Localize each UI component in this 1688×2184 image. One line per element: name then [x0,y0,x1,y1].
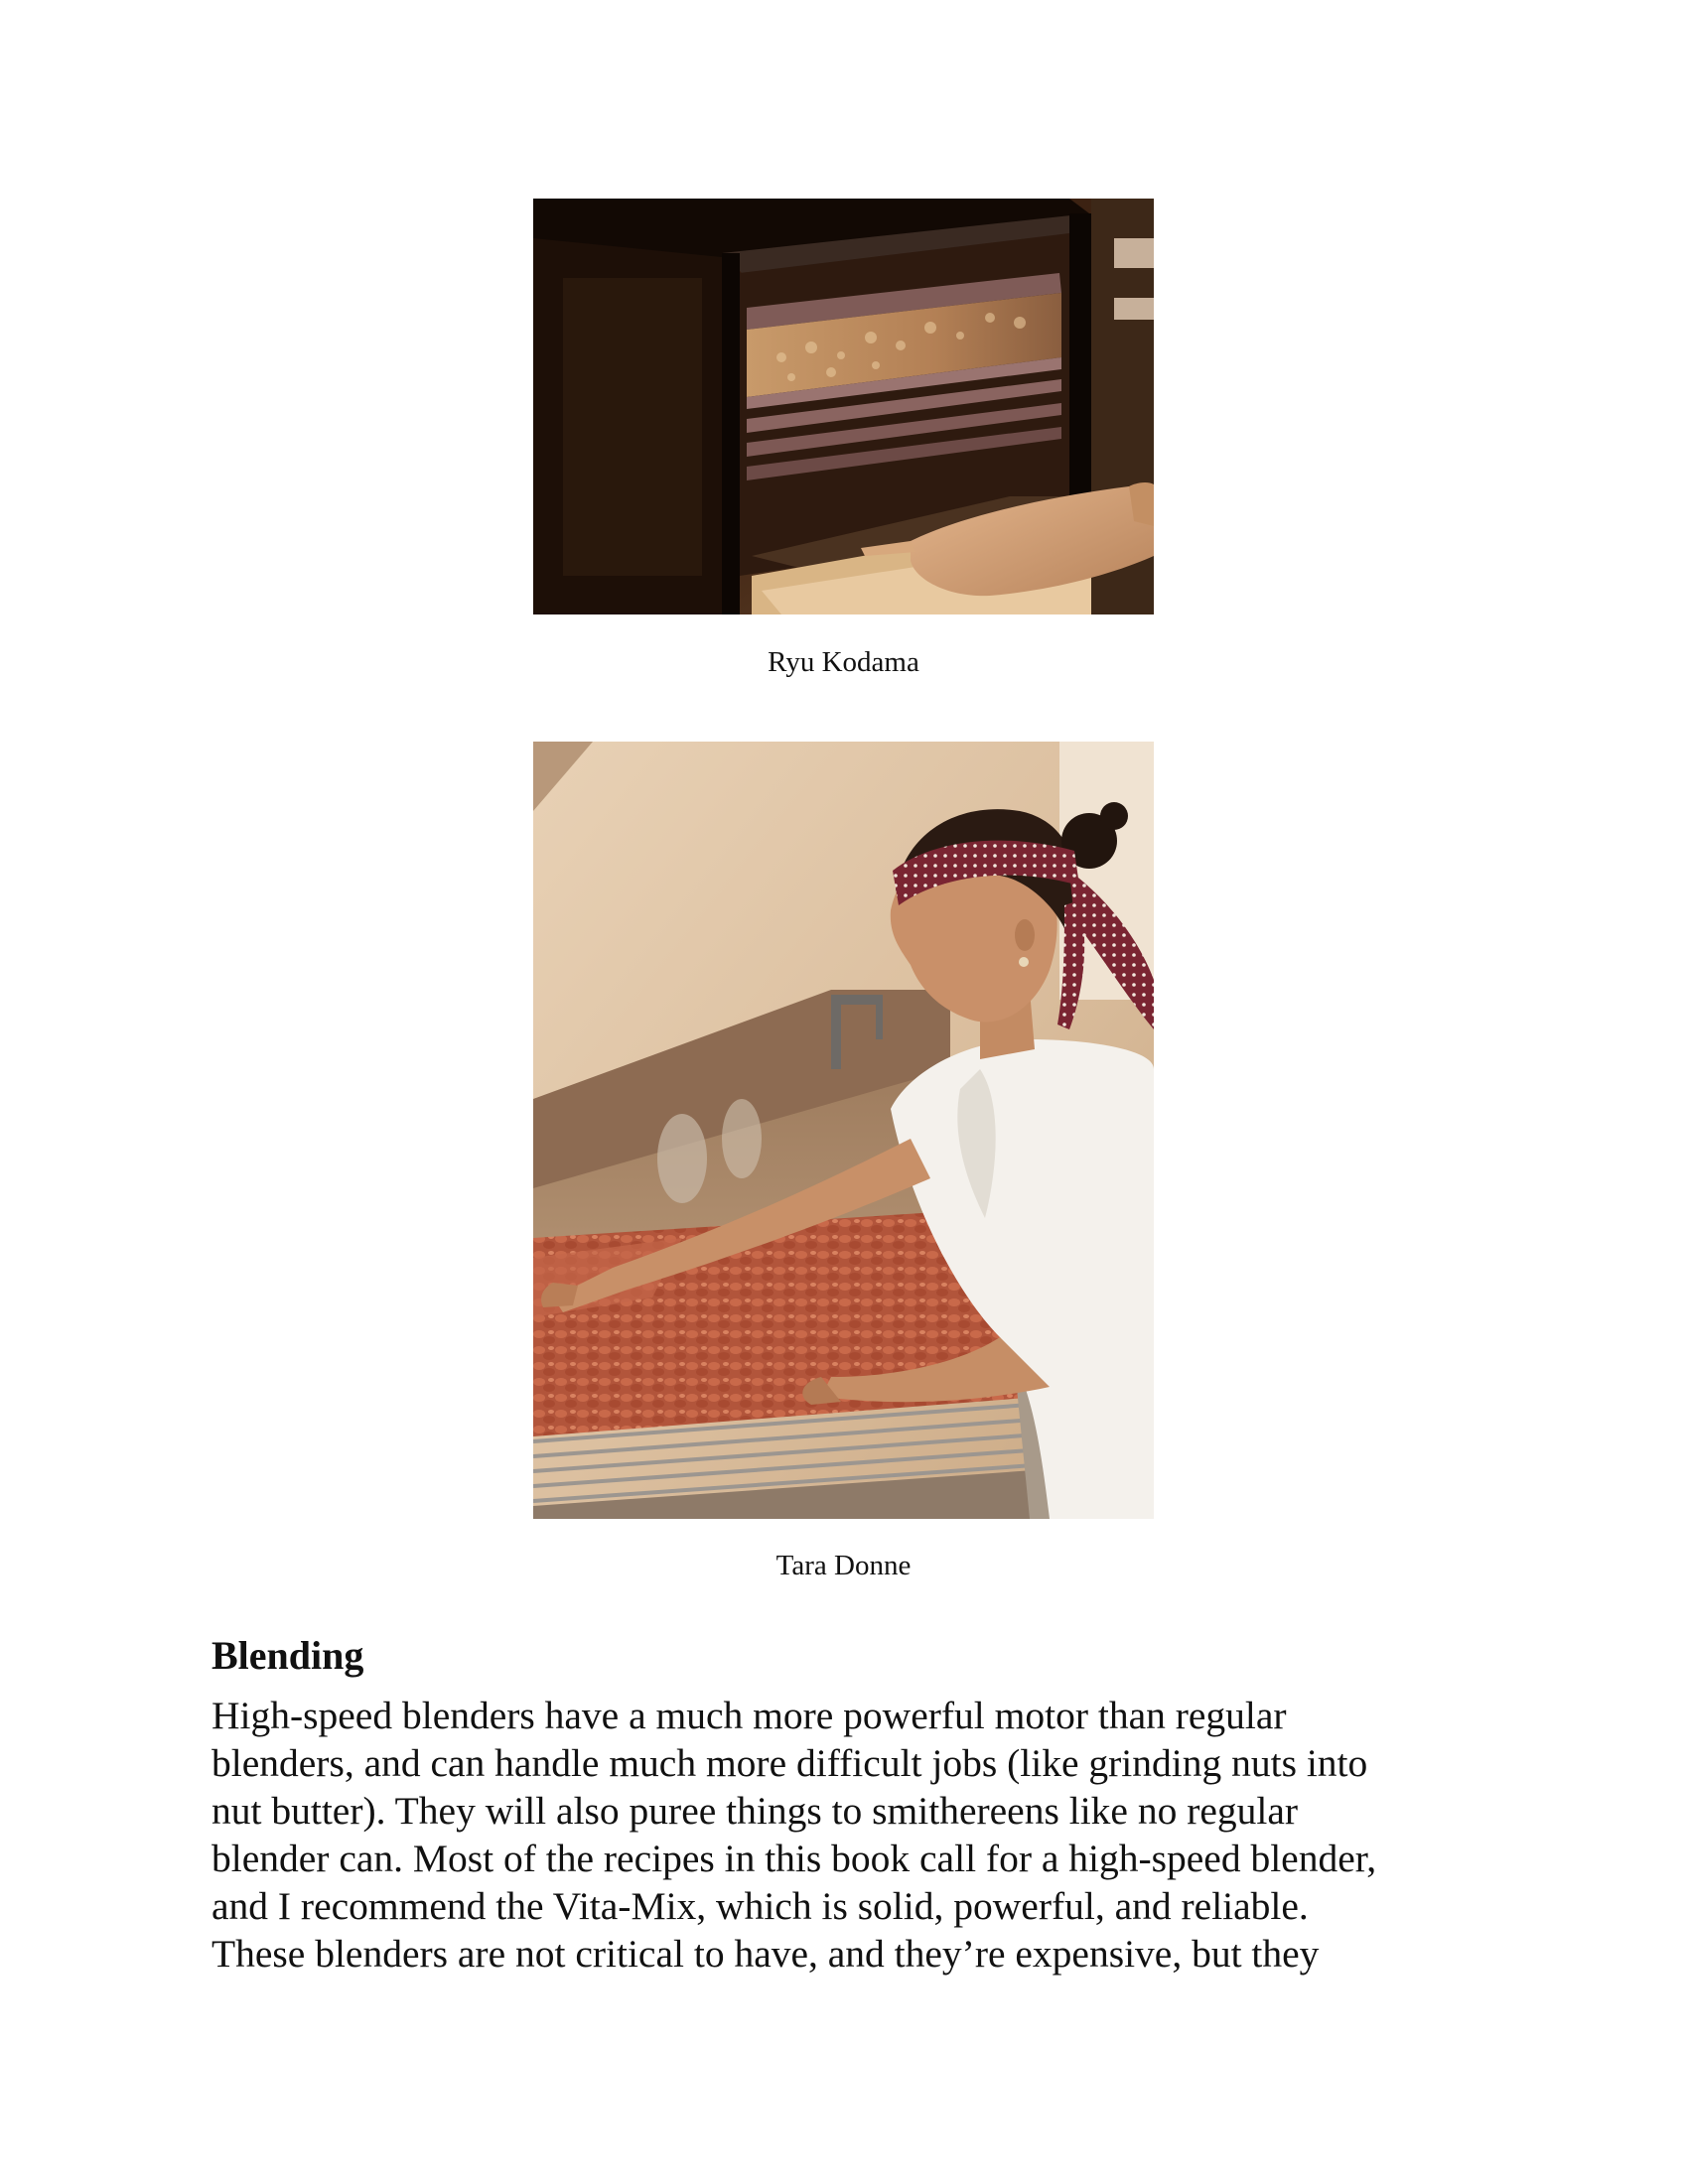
section-heading: Blending [211,1633,364,1678]
body-paragraph [211,1692,1522,1978]
photo-credit-caption: Tara Donne [775,1550,912,1581]
woman-spreading-nuts-photo [533,742,1154,1519]
body-line: High-speed blenders have a much more powerful motor than regular [211,1694,1287,1737]
body-line: These blenders are not critical to have, and they’re expensive, but they [211,1932,1320,1976]
body-line: blenders, and can handle much more difficult jobs (like grinding nuts into [211,1741,1368,1785]
photo-credit-caption: Ryu Kodama [768,646,919,678]
body-line: blender can. Most of the recipes in this book call for a high-speed blender, [211,1837,1377,1880]
body-line: and I recommend the Vita-Mix, which is solid, powerful, and reliable. [211,1884,1309,1928]
body-line: nut butter). They will also puree things to smithereens like no regular [211,1789,1299,1833]
dehydrator-photo [533,199,1154,614]
